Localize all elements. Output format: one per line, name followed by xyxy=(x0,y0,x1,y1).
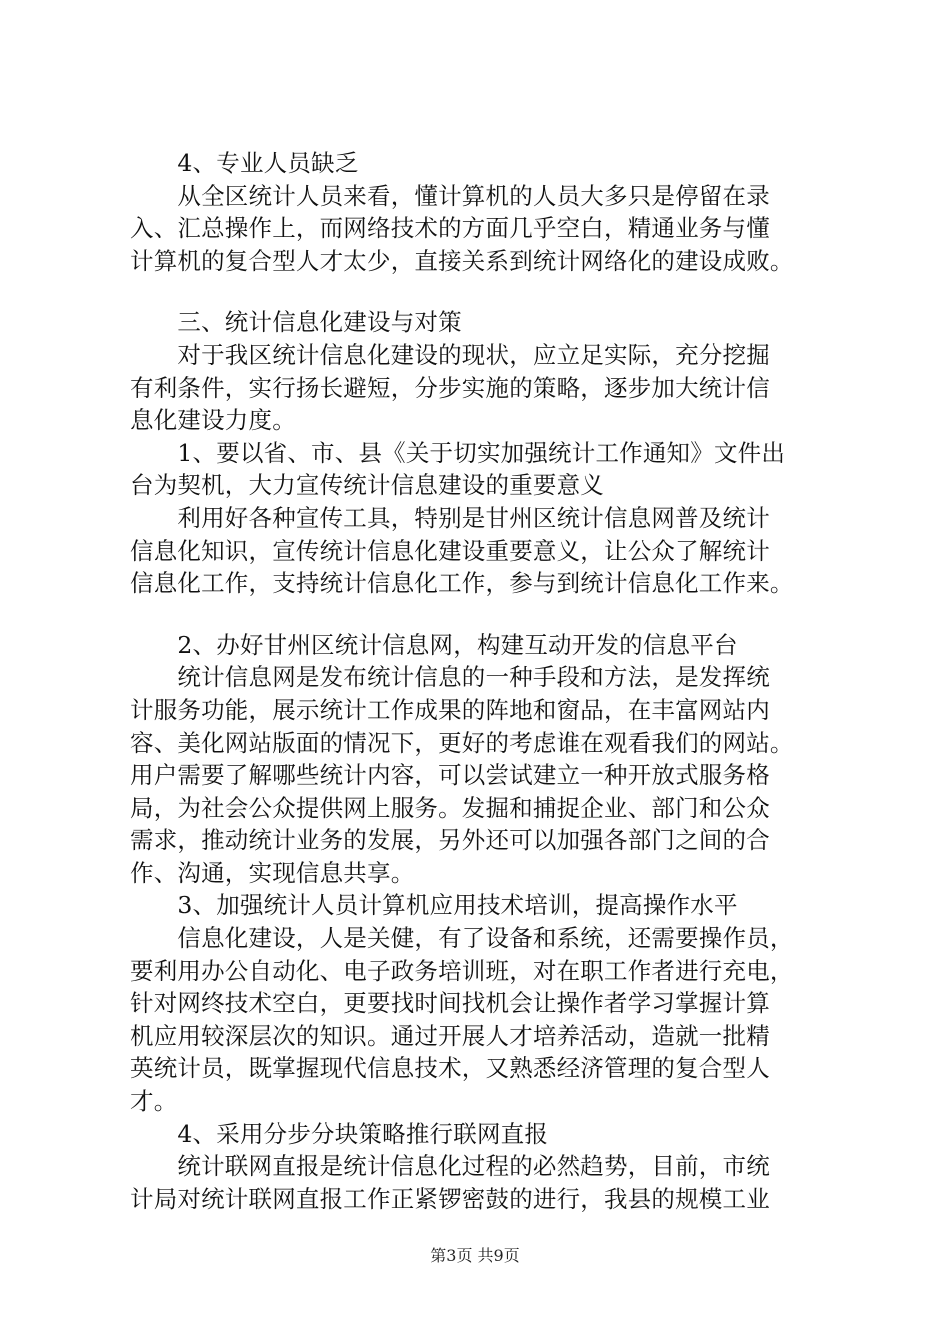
text-line: 3、加强统计人员计算机应用技术培训，提高操作水平 xyxy=(130,891,738,920)
text-line: 用户需要了解哪些统计内容，可以尝试建立一种开放式服务格 xyxy=(130,761,770,790)
text-line: 有利条件，实行扬长避短，分步实施的策略，逐步加大统计信 xyxy=(130,373,770,402)
text-line: 统计联网直报是统计信息化过程的必然趋势，目前，市统 xyxy=(130,1152,770,1181)
text-line: 从全区统计人员来看，懂计算机的人员大多只是停留在录 xyxy=(130,181,770,210)
text-line: 针对网终技术空白，更要找时间找机会让操作者学习掌握计算 xyxy=(130,989,770,1018)
text-line: 容、美化网站版面的情况下，更好的考虑谁在观看我们的网站。 xyxy=(130,728,794,757)
text-line: 2、办好甘州区统计信息网，构建互动开发的信息平台 xyxy=(130,630,738,659)
text-line: 信息化知识，宣传统计信息化建设重要意义，让公众了解统计 xyxy=(130,536,770,565)
text-line: 息化建设力度。 xyxy=(130,406,296,435)
text-line: 英统计员，既掌握现代信息技术，又熟悉经济管理的复合型人 xyxy=(130,1054,770,1083)
text-line: 信息化工作，支持统计信息化工作，参与到统计信息化工作来。 xyxy=(130,569,794,598)
paragraph-gap xyxy=(130,277,855,306)
document-body xyxy=(130,147,855,1215)
text-line: 才。 xyxy=(130,1087,178,1116)
text-line: 计算机的复合型人才太少，直接关系到统计网络化的建设成败。 xyxy=(130,246,794,275)
text-line: 4、采用分步分块策略推行联网直报 xyxy=(130,1119,549,1148)
text-line: 局，为社会公众提供网上服务。发掘和捕捉企业、部门和公众 xyxy=(130,793,770,822)
text-line: 计局对统计联网直报工作正紧锣密鼓的进行，我县的规模工业 xyxy=(130,1184,770,1213)
text-line: 对于我区统计信息化建设的现状，应立足实际，充分挖掘 xyxy=(130,340,770,369)
text-line: 入、汇总操作上，而网络技术的方面几乎空白，精通业务与懂 xyxy=(130,214,770,243)
paragraph-gap xyxy=(130,600,855,629)
text-line: 4、专业人员缺乏 xyxy=(130,149,359,177)
text-line: 1、要以省、市、县《关于切实加强统计工作通知》文件出 xyxy=(130,438,786,467)
text-line: 作、沟通，实现信息共享。 xyxy=(130,858,415,887)
text-line: 信息化建设，人是关健，有了设备和系统，还需要操作员， xyxy=(130,924,794,953)
text-line: 需求，推动统计业务的发展，另外还可以加强各部门之间的合 xyxy=(130,826,770,855)
text-line: 要利用办公自动化、电子政务培训班，对在职工作者进行充电， xyxy=(130,956,794,985)
text-line: 机应用较深层次的知识。通过开展人才培养活动，造就一批精 xyxy=(130,1021,770,1050)
section-heading: 三、统计信息化建设与对策 xyxy=(130,308,462,337)
text-line: 台为契机，大力宣传统计信息建设的重要意义 xyxy=(130,471,604,500)
text-line: 利用好各种宣传工具，特别是甘州区统计信息网普及统计 xyxy=(130,503,770,532)
page-number-footer: 第3页 共9页 xyxy=(430,1246,520,1265)
text-line: 统计信息网是发布统计信息的一种手段和方法，是发挥统 xyxy=(130,663,770,692)
text-line: 计服务功能，展示统计工作成果的阵地和窗品，在丰富网站内 xyxy=(130,695,770,724)
